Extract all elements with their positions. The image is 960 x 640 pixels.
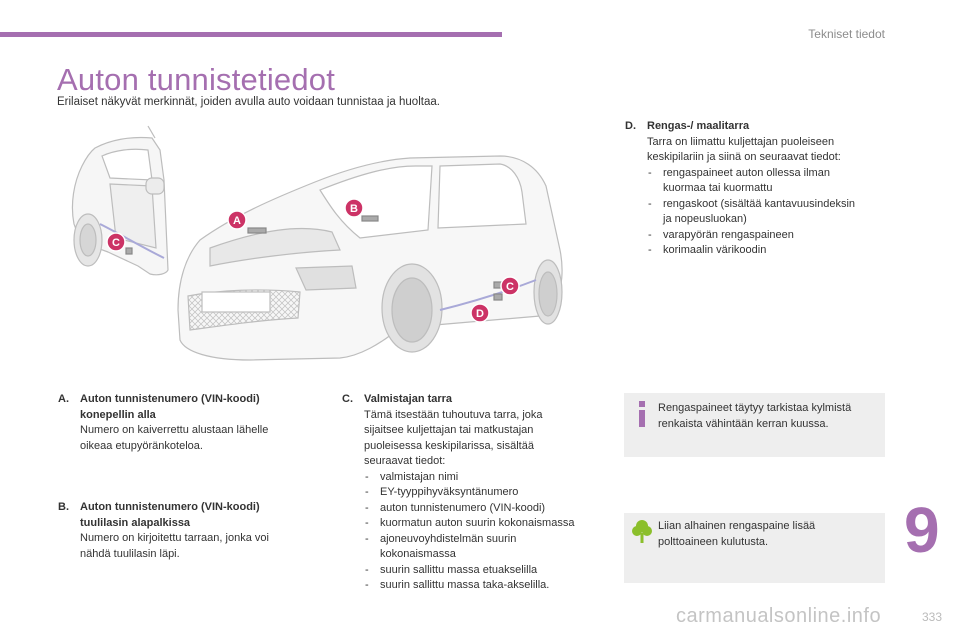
item-d-title: Rengas-/ maalitarra <box>647 120 750 132</box>
list-item-continuation: ja nopeusluokan) <box>663 213 747 225</box>
section-title: Tekniset tiedot <box>808 27 885 41</box>
header-accent-bar <box>0 32 502 37</box>
item-c-letter: C. <box>342 393 353 405</box>
list-item: - suurin sallittu massa etuakselilla <box>364 563 612 579</box>
marker-b <box>345 199 363 217</box>
tree-icon <box>632 519 652 543</box>
eco-tip-box <box>624 513 885 583</box>
marker-c-small-label: C <box>112 237 120 249</box>
item-a-text-2: oikeaa etupyöränkoteloa. <box>80 439 203 452</box>
chapter-number: 9 <box>904 494 940 566</box>
marker-a <box>228 211 246 229</box>
item-c-line-2: sijaitsee kuljettajan tai matkustajan <box>364 424 534 436</box>
list-item: - kuormatun auton suurin kokonaismassa <box>364 516 612 532</box>
item-c-line-3: puoleisessa keskipilarissa, sisältää <box>364 439 534 452</box>
item-a <box>58 392 318 454</box>
item-c <box>342 392 612 594</box>
item-b-title-1: Auton tunnistenumero (VIN-koodi) <box>80 501 260 513</box>
item-a-letter: A. <box>58 393 69 405</box>
car-illustration <box>60 120 575 375</box>
item-d-letter: D. <box>625 120 636 132</box>
info-text-1: Rengaspaineet täytyy tarkistaa kylmistä <box>658 402 852 414</box>
marker-c <box>501 277 519 295</box>
list-item-text: rengaspaineet auton ollessa ilman <box>663 166 830 179</box>
page-number: 333 <box>921 610 942 624</box>
list-item: - korimaalin värikoodin <box>647 243 895 259</box>
main-car <box>178 156 562 360</box>
item-b-letter: B. <box>58 501 69 513</box>
page-subtitle: Erilaiset näkyvät merkinnät, joiden avulla auto voidaan tunnistaa ja huoltaa. <box>57 96 440 108</box>
item-a-text-1: Numero on kaiverrettu alustaan lähelle <box>80 424 269 436</box>
watermark: carmanualsonline.info <box>676 605 882 627</box>
list-item-text: rengaskoot (sisältää kantavuusindeksin <box>663 197 856 210</box>
item-b <box>58 500 318 562</box>
list-item <box>647 166 895 197</box>
list-item: - valmistajan nimi <box>364 470 612 486</box>
list-item-continuation: kuormaa tai kuormattu <box>663 182 773 194</box>
marker-b-label: B <box>350 203 358 215</box>
list-item: - suurin sallittu massa taka-akselilla. <box>364 578 612 594</box>
item-b-title-2: tuulilasin alapalkissa <box>80 516 191 529</box>
list-item <box>364 532 612 563</box>
info-box <box>624 393 885 457</box>
item-c-line-4: seuraavat tiedot: <box>364 455 446 467</box>
item-d-list <box>625 166 895 259</box>
eco-text-1: Liian alhainen rengaspaine lisää <box>658 520 816 532</box>
marker-d-label: D <box>476 308 484 320</box>
marker-d <box>471 304 489 322</box>
list-item-continuation: kokonaismassa <box>380 548 456 560</box>
item-d <box>625 119 895 259</box>
item-a-title-1: Auton tunnistenumero (VIN-koodi) <box>80 393 260 405</box>
marker-c-small <box>107 233 125 251</box>
item-c-line-1: Tämä itsestään tuhoutuva tarra, joka <box>364 408 543 421</box>
item-a-title-2: konepellin alla <box>80 408 156 421</box>
item-c-list <box>342 470 612 594</box>
info-icon <box>636 401 648 427</box>
page-title: Auton tunnistetiedot <box>57 62 336 97</box>
eco-text-2: polttoaineen kulutusta. <box>658 535 769 548</box>
item-d-line-1: Tarra on liimattu kuljettajan puoleiseen <box>647 135 835 148</box>
marker-a-label: A <box>233 215 241 227</box>
side-view-car <box>72 126 168 275</box>
list-item <box>647 197 895 228</box>
list-item: - EY-tyyppihyväksyntänumero <box>364 485 612 501</box>
item-d-line-2: keskipilariin ja siinä on seuraavat tiedot: <box>647 151 841 163</box>
marker-c-label: C <box>506 281 514 293</box>
list-item: - varapyörän rengaspaineen <box>647 228 895 244</box>
item-b-text-2: nähdä tuulilasin läpi. <box>80 547 180 560</box>
item-b-text-1: Numero on kirjoitettu tarraan, jonka voi <box>80 532 269 544</box>
list-item-text: ajoneuvoyhdistelmän suurin <box>380 532 517 545</box>
item-c-title: Valmistajan tarra <box>364 393 453 405</box>
list-item: - auton tunnistenumero (VIN-koodi) <box>364 501 612 517</box>
info-text-2: renkaista vähintään kerran kuussa. <box>658 417 829 430</box>
